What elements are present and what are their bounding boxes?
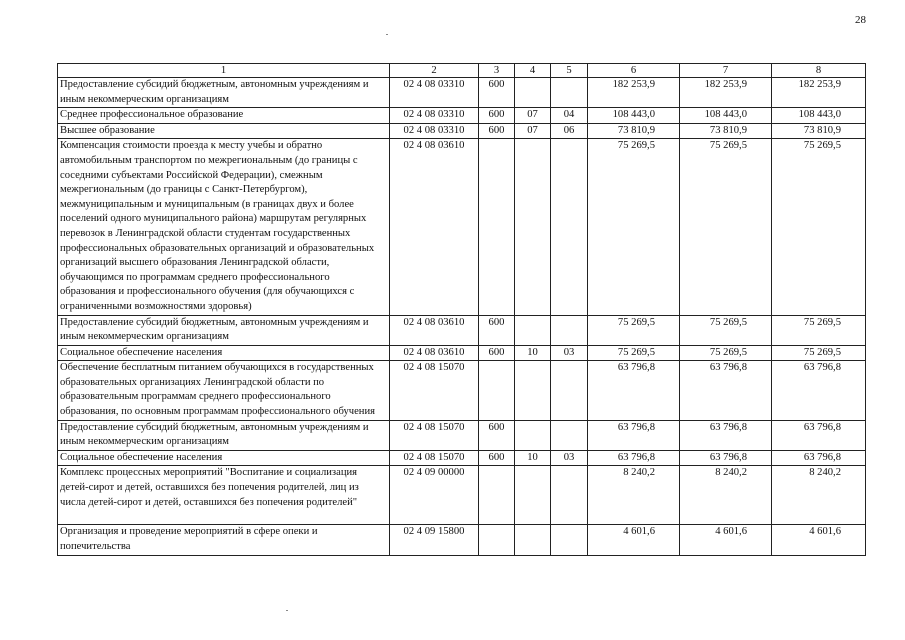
row-section-cell [515, 361, 551, 420]
row-amount-cell: 63 796,8 [588, 420, 680, 450]
row-amount-cell: 108 443,0 [588, 108, 680, 124]
row-subsection-cell [551, 315, 588, 345]
row-code-cell: 02 4 08 03610 [390, 315, 479, 345]
row-amount-cell: 75 269,5 [772, 139, 866, 315]
row-amount-cell: 108 443,0 [680, 108, 772, 124]
budget-table [57, 63, 866, 556]
row-subsection-cell: 03 [551, 345, 588, 361]
row-amount-cell: 75 269,5 [588, 139, 680, 315]
row-amount-cell: 63 796,8 [772, 361, 866, 420]
row-subsection-cell [551, 361, 588, 420]
row-code-cell: 02 4 08 03310 [390, 123, 479, 139]
table-header-row [58, 64, 866, 78]
row-vr-cell: 600 [479, 123, 515, 139]
row-code-cell: 02 4 08 03610 [390, 139, 479, 315]
row-code-cell: 02 4 09 15800 [390, 525, 479, 555]
row-vr-cell: 600 [479, 420, 515, 450]
row-amount-cell: 75 269,5 [772, 315, 866, 345]
row-code-cell: 02 4 08 03610 [390, 345, 479, 361]
row-section-cell: 10 [515, 450, 551, 466]
row-name-cell: Социальное обеспечение населения [58, 450, 390, 466]
row-name-cell: Предоставление субсидий бюджетным, автономным учреждениям и иным некоммерческим организациям [58, 420, 390, 450]
row-amount-cell: 182 253,9 [588, 78, 680, 108]
header-cell: 7 [680, 64, 772, 78]
row-code-cell: 02 4 08 15070 [390, 361, 479, 420]
table-row [58, 466, 866, 525]
row-code-cell: 02 4 08 03310 [390, 78, 479, 108]
row-section-cell: 10 [515, 345, 551, 361]
row-section-cell [515, 78, 551, 108]
row-section-cell [515, 315, 551, 345]
row-amount-cell: 63 796,8 [588, 361, 680, 420]
row-name-cell: Предоставление субсидий бюджетным, автономным учреждениям и иным некоммерческим организациям [58, 78, 390, 108]
row-section-cell [515, 525, 551, 555]
row-subsection-cell: 03 [551, 450, 588, 466]
row-amount-cell: 182 253,9 [772, 78, 866, 108]
row-amount-cell: 63 796,8 [588, 450, 680, 466]
row-amount-cell: 4 601,6 [680, 525, 772, 555]
row-amount-cell: 63 796,8 [680, 420, 772, 450]
header-cell: 5 [551, 64, 588, 78]
row-name-cell: Среднее профессиональное образование [58, 108, 390, 124]
row-subsection-cell [551, 78, 588, 108]
row-name-cell: Обеспечение бесплатным питанием обучающихся в государственных образовательных организациях Ленинградской области по образовательным программам среднего профессионального образования, по основным программам профессионального обучения [58, 361, 390, 420]
row-name-cell: Комплекс процессных мероприятий "Воспитание и социализация детей-сирот и детей, оставшихся без попечения родителей, лиц из числа детей-сирот и детей, оставшихся без попечения родителей" [58, 466, 390, 525]
row-name-cell: Предоставление субсидий бюджетным, автономным учреждениям и иным некоммерческим организациям [58, 315, 390, 345]
row-vr-cell: 600 [479, 78, 515, 108]
header-cell: 3 [479, 64, 515, 78]
header-cell: 4 [515, 64, 551, 78]
table-row [58, 78, 866, 108]
row-subsection-cell: 04 [551, 108, 588, 124]
table-row [58, 315, 866, 345]
table-row [58, 420, 866, 450]
row-subsection-cell [551, 420, 588, 450]
table-row [58, 108, 866, 124]
row-subsection-cell: 06 [551, 123, 588, 139]
row-amount-cell: 4 601,6 [588, 525, 680, 555]
row-vr-cell: 600 [479, 315, 515, 345]
row-vr-cell: 600 [479, 450, 515, 466]
table-row [58, 361, 866, 420]
row-amount-cell: 4 601,6 [772, 525, 866, 555]
row-subsection-cell [551, 466, 588, 525]
row-section-cell: 07 [515, 123, 551, 139]
header-cell: 6 [588, 64, 680, 78]
row-vr-cell [479, 466, 515, 525]
row-section-cell [515, 420, 551, 450]
row-amount-cell: 108 443,0 [772, 108, 866, 124]
row-amount-cell: 73 810,9 [772, 123, 866, 139]
table-row [58, 345, 866, 361]
row-amount-cell: 75 269,5 [772, 345, 866, 361]
header-cell: 8 [772, 64, 866, 78]
row-subsection-cell [551, 525, 588, 555]
row-amount-cell: 63 796,8 [680, 450, 772, 466]
row-name-cell: Компенсация стоимости проезда к месту учебы и обратно автомобильным транспортом по межрегиональным (до границы с соседними субъектами Российской Федерации), смежным межрегиональным (до границы с Санкт-Петербургом), межмуниципальным и муниципальным (в границах двух и более поселений одного муниципального района) маршрутам регулярных перевозок в Ленинградской области студентам государственных профессиональных образовательных организаций и образовательных организаций высшего образования Ленинградской области, обучающимся по программам среднего профессионального образования и профессионального обучения (для обучающихся с ограниченными возможностями здоровья) [58, 139, 390, 315]
row-code-cell: 02 4 08 03310 [390, 108, 479, 124]
row-vr-cell: 600 [479, 345, 515, 361]
row-code-cell: 02 4 09 00000 [390, 466, 479, 525]
scan-speck [286, 610, 288, 611]
row-vr-cell: 600 [479, 108, 515, 124]
row-amount-cell: 75 269,5 [680, 139, 772, 315]
row-amount-cell: 8 240,2 [680, 466, 772, 525]
page-number: 28 [855, 14, 866, 26]
header-cell: 2 [390, 64, 479, 78]
row-amount-cell: 8 240,2 [588, 466, 680, 525]
row-vr-cell [479, 139, 515, 315]
row-section-cell [515, 466, 551, 525]
row-amount-cell: 75 269,5 [680, 345, 772, 361]
row-amount-cell: 75 269,5 [680, 315, 772, 345]
row-amount-cell: 75 269,5 [588, 315, 680, 345]
row-vr-cell [479, 361, 515, 420]
table-row [58, 450, 866, 466]
row-amount-cell: 8 240,2 [772, 466, 866, 525]
table-row [58, 139, 866, 315]
row-amount-cell: 73 810,9 [588, 123, 680, 139]
row-name-cell: Высшее образование [58, 123, 390, 139]
row-amount-cell: 182 253,9 [680, 78, 772, 108]
row-code-cell: 02 4 08 15070 [390, 450, 479, 466]
row-section-cell: 07 [515, 108, 551, 124]
table-row [58, 123, 866, 139]
row-section-cell [515, 139, 551, 315]
header-cell: 1 [58, 64, 390, 78]
row-code-cell: 02 4 08 15070 [390, 420, 479, 450]
row-name-cell: Социальное обеспечение населения [58, 345, 390, 361]
scan-speck [386, 34, 388, 35]
table-row [58, 525, 866, 555]
row-name-cell: Организация и проведение мероприятий в сфере опеки и попечительства [58, 525, 390, 555]
row-subsection-cell [551, 139, 588, 315]
row-amount-cell: 63 796,8 [772, 450, 866, 466]
row-amount-cell: 73 810,9 [680, 123, 772, 139]
row-amount-cell: 63 796,8 [680, 361, 772, 420]
row-amount-cell: 63 796,8 [772, 420, 866, 450]
row-vr-cell [479, 525, 515, 555]
row-amount-cell: 75 269,5 [588, 345, 680, 361]
